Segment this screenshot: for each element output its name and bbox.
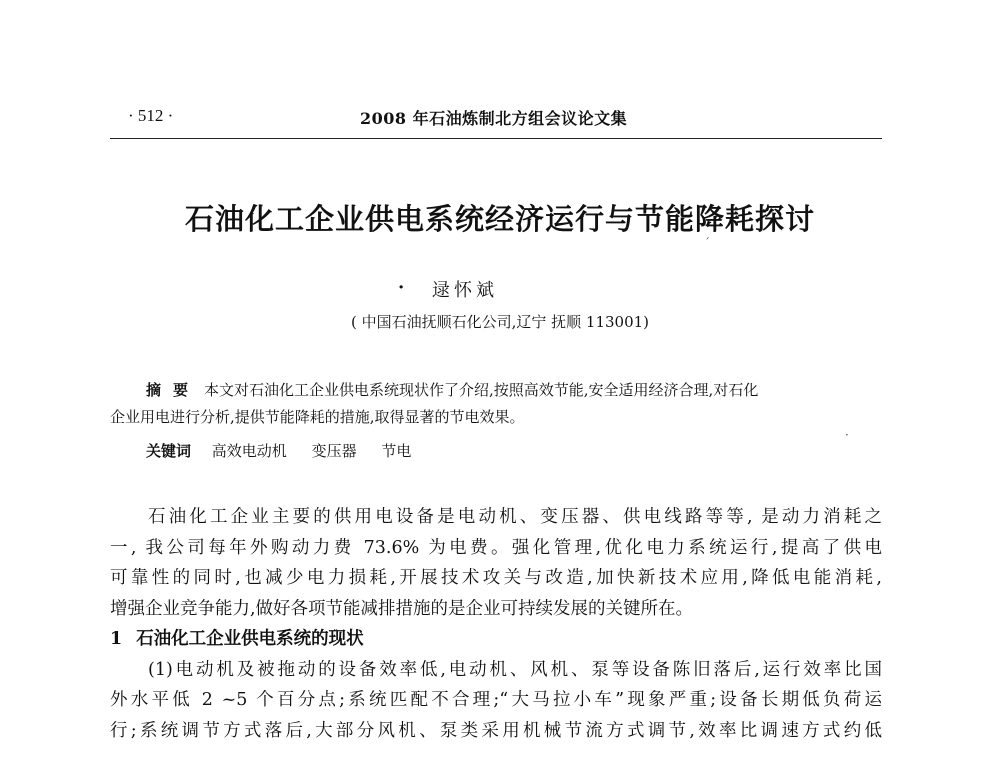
body-line: (1)电动机及被拖动的设备效率低,电动机、风机、泵等设备陈旧落后,运行效率比国 — [148, 659, 882, 680]
section-number: 1 — [110, 629, 123, 649]
section-heading — [110, 624, 882, 655]
keywords — [146, 440, 431, 461]
abstract-text-1: 本文对石油化工企业供电系统现状作了介绍,按照高效节能,安全适用经济合理,对石化 — [204, 381, 759, 399]
header-rule — [110, 138, 882, 139]
body-line: 一, 我公司每年外购动力费 73.6% 为电费。强化管理,优化电力系统运行,提高了供电 — [110, 537, 882, 558]
paper-title: 石油化工企业供电系统经济运行与节能降耗探讨 — [184, 202, 815, 236]
body-text — [110, 502, 882, 746]
author-marker: · — [398, 277, 405, 298]
volume-title: 2008 年石油炼制北方组会议论文集 — [360, 109, 628, 128]
scan-speck: · — [845, 428, 849, 442]
section-title: 石油化工企业供电系统的现状 — [136, 629, 364, 649]
keyword-item: 高效电动机 — [211, 442, 287, 460]
body-line: 可靠性的同时,也减少电力损耗,开展技术攻关与改造,加快新技术应用,降低电能消耗, — [110, 568, 882, 588]
abstract — [110, 377, 880, 431]
body-line: 行;系统调节方式落后,大部分风机、泵类采用机械节流方式调节,效率比调速方式约低 — [110, 720, 882, 741]
keyword-item: 变压器 — [311, 442, 357, 460]
abstract-line — [110, 377, 880, 404]
body-line: 石油化工企业主要的供用电设备是电动机、变压器、供电线路等等, 是动力消耗之 — [148, 507, 882, 527]
abstract-text-2: 企业用电进行分析,提供节能降耗的措施,取得显著的节电效果。 — [110, 408, 525, 426]
body-line: 外水平低 2 ~5 个百分点;系统匹配不合理;“大马拉小车”现象严重;设备长期低负荷运 — [110, 690, 882, 710]
scan-speck: ˊ — [704, 236, 710, 250]
running-header — [110, 104, 882, 132]
keywords-label: 关键词 — [146, 442, 192, 460]
body-line: 增强企业竞争能力,做好各项节能减排措施的是企业可持续发展的关键所在。 — [110, 598, 694, 619]
author-affiliation: ( 中国石油抚顺石化公司,辽宁 抚顺 113001) — [350, 313, 650, 331]
author-name: 逯怀斌 — [432, 280, 498, 301]
keyword-item: 节电 — [381, 442, 412, 460]
page-number: · 512 · — [128, 106, 174, 125]
abstract-label: 摘要 — [146, 381, 201, 399]
